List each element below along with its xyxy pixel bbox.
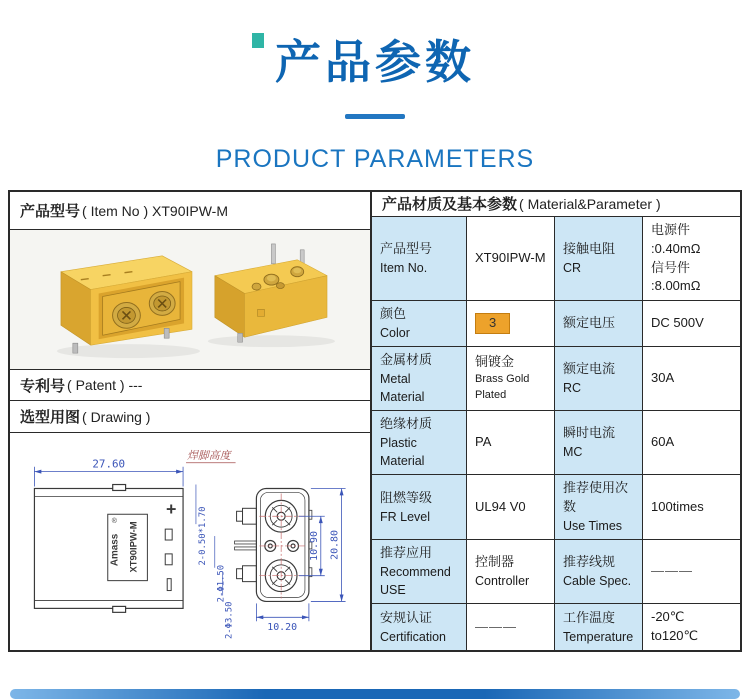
dim-d350: 2-Φ3.50 xyxy=(224,601,235,640)
label-cell xyxy=(372,217,467,300)
left-panel xyxy=(10,192,372,650)
table-row-fr-level xyxy=(372,475,740,540)
value-cell xyxy=(467,411,555,474)
value2-line: 100times xyxy=(651,498,704,514)
label-cn: 阻燃等级 xyxy=(380,489,433,505)
value-line2: Controller xyxy=(475,574,530,589)
dimension-drawing xyxy=(10,433,370,650)
label-en: Color xyxy=(380,326,410,341)
value2-line: -20℃ to120℃ xyxy=(651,609,699,644)
table-row-certification xyxy=(372,604,740,650)
label2-cn: 接触电阻 xyxy=(563,241,616,257)
value-cell-2 xyxy=(643,411,740,474)
value2-line: 电源件 :0.40mΩ xyxy=(651,221,701,256)
value-line2: Brass Gold Plated xyxy=(475,373,530,402)
value-cell-2 xyxy=(643,217,740,300)
label-cell xyxy=(372,475,467,539)
label-en: Item No. xyxy=(380,260,428,275)
patent-label: 专利号 xyxy=(20,377,66,395)
value-line: 控制器 xyxy=(475,554,515,570)
value-cell xyxy=(467,540,555,603)
value-line: XT90IPW-M xyxy=(475,250,546,266)
dim-width-top: 27.60 xyxy=(92,457,126,471)
label2-cn: 额定电压 xyxy=(563,315,616,331)
label2-en: CR xyxy=(563,260,582,275)
color-code-badge: 3 xyxy=(475,313,510,334)
label-cell xyxy=(372,411,467,474)
table-row-item-no xyxy=(372,217,740,301)
table-row-color xyxy=(372,301,740,347)
label-cell xyxy=(372,347,467,410)
dim-slot: 2-0.50*1.70 xyxy=(197,506,208,566)
value2-line2: 信号件 :8.00mΩ xyxy=(651,259,701,294)
dim-width-front: 10.20 xyxy=(267,622,298,634)
label-cn: 金属材质 xyxy=(380,352,433,368)
label2-cn: 瞬时电流 xyxy=(563,425,616,441)
label2-cn: 额定电流 xyxy=(563,361,616,377)
label-cell-2 xyxy=(555,604,643,650)
label-cn: 安规认证 xyxy=(380,609,433,625)
label2-cn: 工作温度 xyxy=(563,609,616,625)
label-cell xyxy=(372,540,467,603)
value-cell xyxy=(467,475,555,539)
technical-drawing xyxy=(10,433,370,650)
dim-pitch: 10.90 xyxy=(308,531,320,561)
label-en: Metal Material xyxy=(380,372,425,405)
page-subtitle: PRODUCT PARAMETERS xyxy=(215,145,535,173)
label-en: FR Level xyxy=(380,509,431,524)
patent-row xyxy=(10,370,370,401)
value-line: PA xyxy=(475,434,492,450)
teal-accent-mark xyxy=(252,33,264,48)
bottom-decorative-bar xyxy=(10,689,740,699)
brand-text: Amass xyxy=(109,533,121,567)
parameter-rows xyxy=(372,217,740,650)
label-en: Plastic Material xyxy=(380,436,425,469)
value-line: ——— xyxy=(475,618,517,634)
model-text: XT90IPW-M xyxy=(127,521,139,573)
connector-front-view xyxy=(61,256,192,353)
value-cell-2 xyxy=(643,475,740,539)
value-cell xyxy=(467,604,555,650)
label-cn: 绝缘材质 xyxy=(380,416,433,432)
page-title: 产品参数 xyxy=(275,36,475,88)
label2-en: RC xyxy=(563,381,582,396)
material-parameter-label-en: ( Material&Parameter ) xyxy=(519,195,661,212)
label-cell-2 xyxy=(555,475,643,539)
connector-photo-illustration xyxy=(10,230,370,369)
table-row-application xyxy=(372,540,740,604)
value2-line: 30A xyxy=(651,370,675,386)
label-cell-2 xyxy=(555,347,643,410)
right-panel xyxy=(372,192,740,650)
label2-en: MC xyxy=(563,445,583,460)
label-en: Recommend USE xyxy=(380,565,451,598)
label-cell-2 xyxy=(555,411,643,474)
table-row-metal xyxy=(372,347,740,411)
value-cell-2 xyxy=(643,540,740,603)
value2-line: ——— xyxy=(651,563,693,579)
drawing-header xyxy=(10,401,370,433)
product-photos xyxy=(10,230,370,370)
title-underline xyxy=(345,114,405,119)
item-no-label: 产品型号 xyxy=(20,203,81,220)
value-cell xyxy=(467,217,555,300)
value-cell-2 xyxy=(643,347,740,410)
solder-height-label: 焊脚高度 xyxy=(187,449,231,462)
table-row-plastic xyxy=(372,411,740,475)
label-cell xyxy=(372,604,467,650)
value-line: 铜镀金 xyxy=(475,354,515,370)
label-cn: 颜色 xyxy=(380,306,407,322)
value-line: UL94 V0 xyxy=(475,498,526,514)
drawing-label: 选型用图 xyxy=(20,409,81,426)
label-cell-2 xyxy=(555,540,643,603)
label-en: Certification xyxy=(380,629,446,644)
label2-en: Temperature xyxy=(563,629,634,644)
value-cell-2 xyxy=(643,604,740,650)
value2-line: DC 500V xyxy=(651,315,704,331)
label2-en: Cable Spec. xyxy=(563,574,632,589)
value-cell xyxy=(467,347,555,410)
label-cell xyxy=(372,301,467,346)
label2-cn: 推荐使用次数 xyxy=(563,480,629,515)
material-parameter-header xyxy=(372,192,740,217)
label-cn: 产品型号 xyxy=(380,241,433,257)
item-no-value: ( Item No ) XT90IPW-M xyxy=(82,202,228,219)
value-cell-2 xyxy=(643,301,740,346)
value2-line: 60A xyxy=(651,434,675,450)
plus-mark: + xyxy=(165,499,177,520)
parameters-table xyxy=(8,190,742,652)
drawing-label-en: ( Drawing ) xyxy=(82,408,151,425)
dim-d150: 2-Φ1.50 xyxy=(216,564,227,603)
value-cell xyxy=(467,301,555,346)
material-parameter-label: 产品材质及基本参数 xyxy=(382,196,518,214)
dim-height: 20.80 xyxy=(329,530,341,560)
label2-en: Use Times xyxy=(563,519,623,534)
item-no-header xyxy=(10,192,370,230)
label2-cn: 推荐线规 xyxy=(563,554,616,570)
label-cn: 推荐应用 xyxy=(380,545,433,561)
brand-reg: ® xyxy=(111,518,117,526)
patent-value: ( Patent ) --- xyxy=(67,377,143,393)
label-cell-2 xyxy=(555,301,643,346)
connector-back-view xyxy=(215,244,327,342)
header-section xyxy=(0,0,750,174)
label-cell-2 xyxy=(555,217,643,300)
